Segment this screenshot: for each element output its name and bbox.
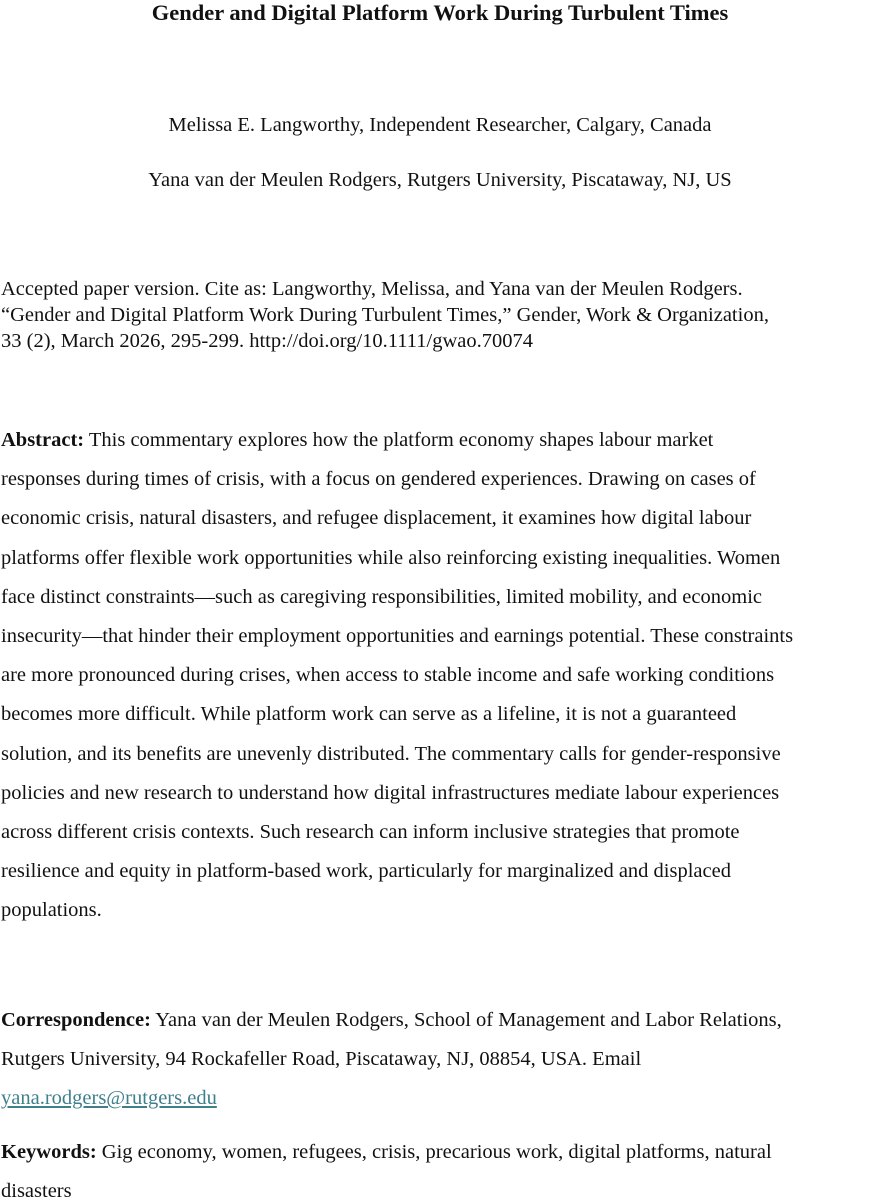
abstract-label: Abstract: bbox=[1, 429, 85, 451]
author-1: Melissa E. Langworthy, Independent Researcher, Calgary, Canada bbox=[168, 114, 712, 136]
abstract-line: face distinct constraints—such as caregiving responsibilities, limited mobility, and economic bbox=[1, 585, 762, 608]
author-2: Yana van der Meulen Rodgers, Rutgers University, Piscataway, NJ, US bbox=[148, 169, 732, 191]
correspondence-label: Correspondence: bbox=[1, 1009, 151, 1031]
keywords-line: disasters bbox=[1, 1180, 72, 1202]
abstract-line: across different crisis contexts. Such research can inform inclusive strategies that promote bbox=[1, 821, 740, 843]
abstract-line: platforms offer flexible work opportunities while also reinforcing existing inequalities. Women bbox=[1, 546, 781, 569]
abstract-line: are more pronounced during crises, when access to stable income and safe working conditions bbox=[1, 664, 775, 687]
email-link[interactable]: yana.rodgers@rutgers.edu bbox=[1, 1087, 217, 1109]
abstract-line: populations. bbox=[1, 899, 102, 922]
abstract-line: responses during times of crisis, with a focus on gendered experiences. Drawing on cases of bbox=[1, 468, 756, 491]
correspondence-line: Rutgers University, 94 Rockafeller Road, Piscataway, NJ, 08854, USA. Email bbox=[1, 1048, 642, 1070]
abstract-line: economic crisis, natural disasters, and refugee displacement, it examines how digital labour bbox=[1, 507, 752, 530]
correspondence-email-line bbox=[1, 1086, 217, 1110]
abstract-line: resilience and equity in platform-based work, particularly for marginalized and displaced bbox=[1, 860, 731, 883]
paper-title: Gender and Digital Platform Work During Turbulent Times bbox=[151, 0, 729, 25]
citation-line: Accepted paper version. Cite as: Langworthy, Melissa, and Yana van der Meulen Rodgers. bbox=[1, 278, 743, 300]
citation-line: “Gender and Digital Platform Work During Turbulent Times,” Gender, Work & Organization, bbox=[1, 304, 769, 326]
keywords-label: Keywords: bbox=[1, 1141, 97, 1163]
abstract-line: policies and new research to understand how digital infrastructures mediate labour experiences bbox=[1, 781, 780, 804]
keywords-text: Gig economy, women, refugees, crisis, precarious work, digital platforms, natural bbox=[96, 1141, 772, 1163]
citation-line: 33 (2), March 2026, 295-299. http://doi.org/10.1111/gwao.70074 bbox=[1, 330, 533, 352]
correspondence-line bbox=[1, 1008, 782, 1032]
abstract-text: This commentary explores how the platform economy shapes labour market bbox=[84, 429, 714, 451]
abstract-line: solution, and its benefits are unevenly distributed. The commentary calls for gender-responsive bbox=[1, 742, 781, 765]
keywords-line bbox=[1, 1140, 772, 1164]
abstract-line bbox=[1, 428, 713, 452]
abstract-line: insecurity—that hinder their employment opportunities and earnings potential. These constraints bbox=[1, 625, 794, 647]
correspondence-text: Yana van der Meulen Rodgers, School of Management and Labor Relations, bbox=[150, 1009, 782, 1031]
abstract-line: becomes more difficult. While platform work can serve as a lifeline, it is not a guaranteed bbox=[1, 703, 737, 726]
